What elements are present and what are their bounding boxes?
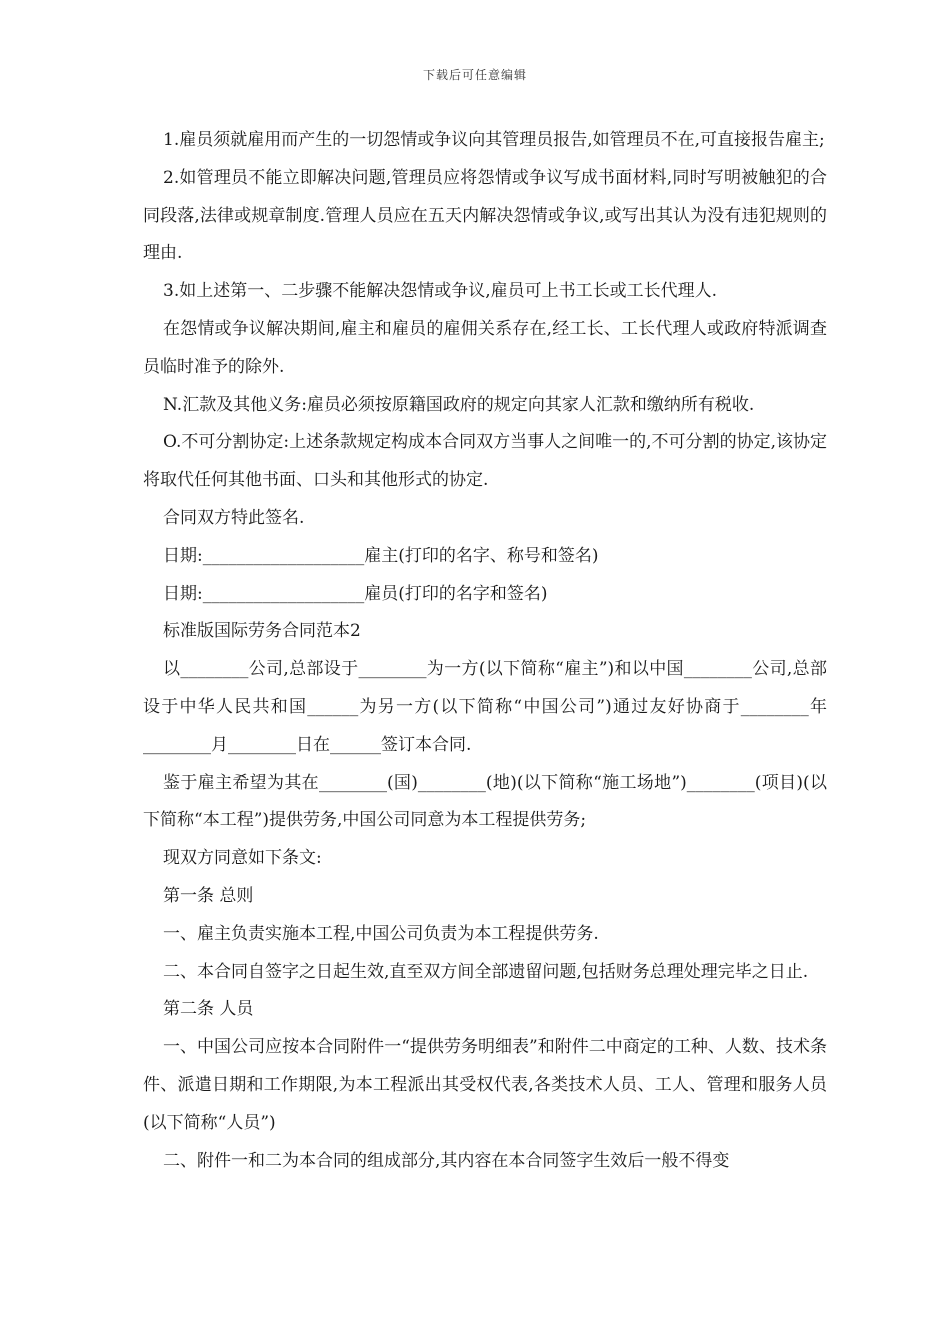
article-1-clause-1: 一、雇主负责实施本工程,中国公司负责为本工程提供劳务. [163, 923, 599, 944]
paragraph-appeal-foreman: 3.如上述第一、二步骤不能解决怨情或争议,雇员可上书工长或工长代理人. [163, 281, 718, 302]
signature-line-employee: 日期:___________________雇员(打印的名字和签名) [163, 583, 548, 604]
paragraph-report-grievance: 1.雇员须就雇用而产生的一切怨情或争议向其管理员报告,如管理员不在,可直接报告雇主; [163, 130, 825, 150]
paragraph-agree-terms: 现双方同意如下条文: [163, 848, 322, 869]
page-header-note: 下载后可任意编辑 [422, 68, 527, 82]
article-1-clause-2: 二、本合同自签字之日起生效,直至双方间全部遗留问题,包括财务总理处理完毕之日止. [163, 961, 809, 982]
section-title-template-2: 标准版国际劳务合同范本2 [163, 621, 361, 642]
article-1-heading: 第一条 总则 [163, 885, 254, 906]
article-2-heading: 第二条 人员 [163, 999, 254, 1020]
paragraph-written-grievance: 2.如管理员不能立即解决问题,管理员应将怨情或争议写成书面材料,同时写明被触犯的合同段落,法律或规章制度.管理人员应在五天内解决怨情或争议,或写出其认为没有违犯规则的理由. [143, 167, 827, 264]
article-2-clause-1: 一、中国公司应按本合同附件一“提供劳务明细表”和附件二中商定的工种、人数、技术条件、派遣日期和工作期限,为本工程派出其受权代表,各类技术人员、工人、管理和服务人员(以下简称“人员”) [143, 1037, 827, 1133]
paragraph-entire-agreement: O.不可分割协定:上述条款规定构成本合同双方当事人之间唯一的,不可分割的协定,该协定将取代任何其他书面、口头和其他形式的协定. [143, 432, 827, 491]
document-body [143, 122, 827, 1180]
paragraph-remittance: N.汇款及其他义务:雇员必须按原籍国政府的规定向其家人汇款和缴纳所有税收. [163, 394, 755, 415]
signature-line-employer: 日期:___________________雇主(打印的名字、称号和签名) [163, 545, 599, 566]
paragraph-whereas: 鉴于雇主希望为其在________(国)________(地)(以下简称“施工场地”)________(项目)(以下简称“本工程”)提供劳务,中国公司同意为本工程提供劳务; [143, 772, 827, 831]
paragraph-employment-continues: 在怨情或争议解决期间,雇主和雇员的雇佣关系存在,经工长、工长代理人或政府特派调查员临时准予的除外. [143, 318, 827, 377]
paragraph-parties: 以________公司,总部设于________为一方(以下简称“雇主”)和以中国________公司,总部设于中华人民共和国______为另一方(以下简称“中国公司”)通过友好协商于________年________月________日在______签订本合同. [143, 659, 827, 755]
article-2-clause-2: 二、附件一和二为本合同的组成部分,其内容在本合同签字生效后一般不得变 [163, 1150, 730, 1171]
paragraph-signature-intro: 合同双方特此签名. [163, 507, 305, 528]
